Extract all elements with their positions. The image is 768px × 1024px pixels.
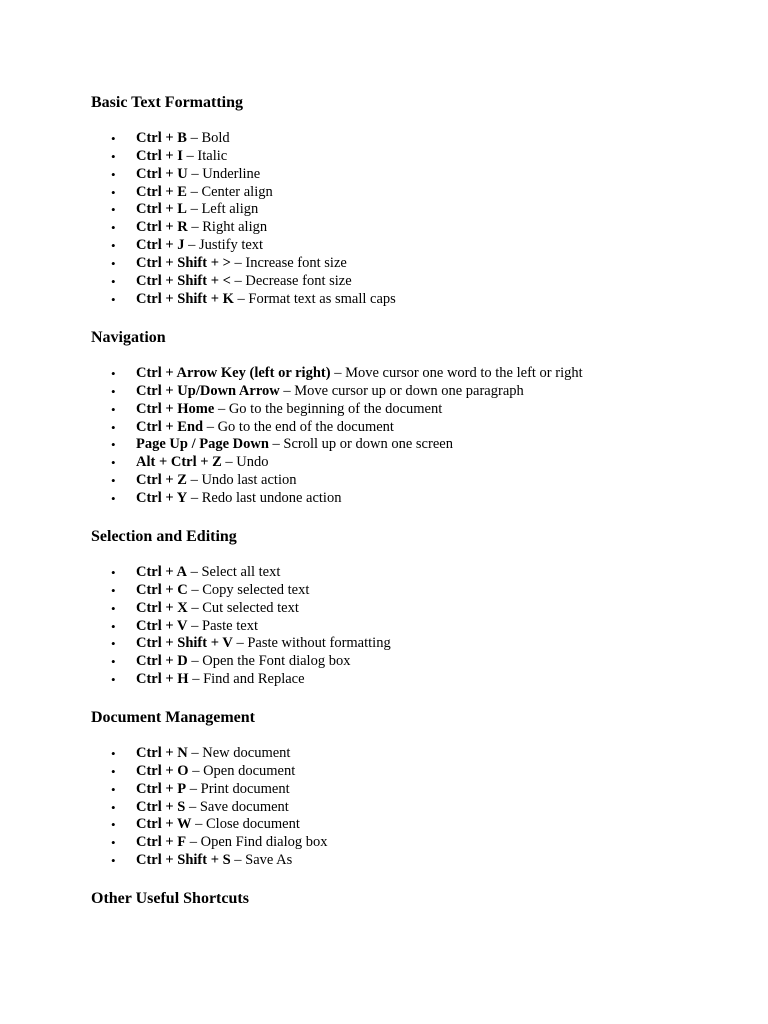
shortcut-description: Italic	[197, 147, 228, 164]
bullet-icon: •	[111, 582, 116, 598]
bullet-icon: •	[111, 148, 116, 164]
shortcut-description: Cut selected text	[202, 599, 299, 616]
shortcut-keys: Ctrl + D	[136, 653, 188, 670]
shortcut-description: Select all text	[201, 564, 281, 580]
bullet-icon: •	[111, 473, 116, 489]
separator: –	[187, 617, 202, 634]
shortcut-description: Move cursor up or down one paragraph	[294, 382, 524, 399]
shortcut-description: Close document	[206, 816, 300, 833]
shortcut-description: Undo	[236, 454, 269, 471]
shortcut-keys: Ctrl + A	[136, 564, 187, 580]
shortcut-description: Right align	[202, 219, 268, 236]
shortcut-description: Bold	[201, 130, 230, 146]
separator: –	[186, 780, 201, 797]
shortcut-description: Print document	[200, 780, 290, 797]
separator: –	[330, 365, 346, 381]
list-item	[91, 291, 396, 309]
shortcut-keys: Ctrl + J	[136, 237, 185, 254]
shortcut-keys: Ctrl + X	[136, 599, 188, 616]
shortcut-description: Go to the beginning of the document	[228, 400, 443, 417]
separator: –	[187, 489, 202, 506]
list-item	[91, 799, 328, 817]
shortcut-list-navigation	[91, 365, 583, 508]
shortcut-description: Save document	[199, 798, 289, 815]
shortcut-keys: Ctrl + Up/Down Arrow	[136, 382, 280, 399]
list-item	[91, 419, 583, 437]
bullet-icon: •	[111, 401, 116, 417]
list-item	[91, 237, 396, 255]
shortcut-keys: Ctrl + B	[136, 130, 187, 146]
bullet-icon: •	[111, 781, 116, 797]
bullet-icon: •	[111, 291, 116, 307]
separator: –	[186, 130, 202, 146]
shortcut-keys: Ctrl + Arrow Key (left or right)	[136, 365, 331, 381]
separator: –	[186, 834, 201, 851]
separator: –	[268, 436, 284, 453]
shortcut-description: Center align	[201, 183, 273, 200]
list-item	[91, 472, 583, 490]
list-item	[91, 184, 396, 202]
shortcut-description: Paste without formatting	[247, 635, 391, 652]
list-item	[91, 834, 328, 852]
bullet-icon: •	[111, 600, 116, 616]
separator: –	[187, 653, 203, 670]
separator: –	[221, 454, 237, 471]
shortcut-description: Paste text	[202, 617, 258, 634]
bullet-icon: •	[111, 853, 116, 869]
shortcut-description: Copy selected text	[202, 581, 310, 598]
shortcut-keys: Ctrl + R	[136, 219, 188, 236]
shortcut-description: Format text as small caps	[248, 290, 396, 307]
bullet-icon: •	[111, 202, 116, 218]
shortcut-description: Open Find dialog box	[200, 834, 328, 851]
shortcut-keys: Ctrl + E	[136, 183, 187, 200]
separator: –	[230, 254, 246, 271]
section-title-basic-text-formatting: Basic Text Formatting	[91, 94, 243, 111]
bullet-icon: •	[111, 835, 116, 851]
shortcut-list-basic-text-formatting	[91, 130, 396, 308]
shortcut-description: Scroll up or down one screen	[283, 436, 453, 453]
shortcut-keys: Ctrl + W	[136, 816, 192, 833]
separator: –	[187, 581, 203, 598]
separator: –	[187, 219, 203, 236]
list-item	[91, 219, 396, 237]
shortcut-keys: Ctrl + Shift + >	[136, 254, 231, 271]
shortcut-keys: Ctrl + C	[136, 581, 188, 598]
separator: –	[187, 745, 203, 761]
bullet-icon: •	[111, 255, 116, 271]
shortcut-keys: Ctrl + P	[136, 780, 187, 797]
shortcut-description: Decrease font size	[245, 272, 352, 289]
separator: –	[182, 147, 198, 164]
shortcut-description: Justify text	[199, 237, 264, 254]
shortcut-description: Redo last undone action	[201, 489, 342, 506]
shortcut-keys: Ctrl + S	[136, 798, 186, 815]
section-title-navigation: Navigation	[91, 329, 166, 346]
list-item	[91, 653, 391, 671]
list-item	[91, 255, 396, 273]
bullet-icon: •	[111, 746, 116, 761]
bullet-icon: •	[111, 618, 116, 634]
list-item	[91, 273, 396, 291]
separator: –	[186, 183, 202, 200]
bullet-icon: •	[111, 799, 116, 815]
list-item	[91, 166, 396, 184]
list-item	[91, 564, 391, 582]
shortcut-description: Find and Replace	[203, 671, 305, 688]
bullet-icon: •	[111, 238, 116, 254]
shortcut-keys: Ctrl + U	[136, 165, 188, 182]
separator: –	[233, 290, 249, 307]
separator: –	[188, 762, 204, 779]
bullet-icon: •	[111, 366, 116, 381]
bullet-icon: •	[111, 490, 116, 506]
separator: –	[187, 599, 203, 616]
list-item	[91, 618, 391, 636]
shortcut-keys: Ctrl + Shift + V	[136, 635, 233, 652]
list-item	[91, 671, 391, 689]
list-item	[91, 600, 391, 618]
list-item	[91, 490, 583, 508]
separator: –	[232, 635, 248, 652]
separator: –	[230, 852, 246, 869]
shortcut-list-document-management	[91, 745, 328, 870]
bullet-icon: •	[111, 565, 116, 580]
shortcut-description: Go to the end of the document	[217, 418, 394, 435]
shortcut-keys: Ctrl + End	[136, 418, 204, 435]
shortcut-keys: Alt + Ctrl + Z	[136, 454, 222, 471]
bullet-icon: •	[111, 184, 116, 200]
section-title-selection-and-editing: Selection and Editing	[91, 528, 237, 545]
bullet-icon: •	[111, 383, 116, 399]
shortcut-description: Left align	[201, 201, 259, 218]
separator: –	[203, 418, 218, 435]
bullet-icon: •	[111, 654, 116, 670]
bullet-icon: •	[111, 636, 116, 652]
bullet-icon: •	[111, 166, 116, 182]
list-item	[91, 852, 328, 870]
shortcut-keys: Ctrl + Shift + K	[136, 290, 234, 307]
separator: –	[230, 272, 246, 289]
separator: –	[185, 798, 200, 815]
shortcut-keys: Ctrl + Shift + <	[136, 272, 231, 289]
shortcut-keys: Ctrl + Home	[136, 400, 215, 417]
separator: –	[186, 564, 202, 580]
bullet-icon: •	[111, 220, 116, 236]
shortcut-keys: Ctrl + V	[136, 617, 188, 634]
shortcut-keys: Ctrl + L	[136, 201, 187, 218]
section-title-document-management: Document Management	[91, 709, 255, 726]
shortcut-keys: Ctrl + Y	[136, 489, 188, 506]
bullet-icon: •	[111, 437, 116, 453]
list-item	[91, 582, 391, 600]
shortcut-description: Undo last action	[201, 472, 297, 489]
bullet-icon: •	[111, 419, 116, 435]
bullet-icon: •	[111, 273, 116, 289]
shortcut-description: Open the Font dialog box	[202, 653, 351, 670]
shortcut-keys: Page Up / Page Down	[136, 436, 269, 453]
list-item	[91, 148, 396, 166]
bullet-icon: •	[111, 672, 116, 688]
separator: –	[184, 237, 200, 254]
separator: –	[187, 165, 203, 182]
list-item	[91, 201, 396, 219]
section-title-other-useful-shortcuts: Other Useful Shortcuts	[91, 890, 249, 907]
list-item	[91, 763, 328, 781]
shortcut-description: Save As	[245, 852, 293, 869]
shortcut-description: Open document	[203, 762, 296, 779]
shortcut-keys: Ctrl + F	[136, 834, 187, 851]
shortcut-description: New document	[202, 745, 291, 761]
separator: –	[279, 382, 295, 399]
separator: –	[186, 472, 202, 489]
list-item	[91, 383, 583, 401]
bullet-icon: •	[111, 455, 116, 471]
shortcut-description: Move cursor one word to the left or right	[345, 365, 583, 381]
shortcut-keys: Ctrl + N	[136, 745, 188, 761]
list-item	[91, 436, 583, 454]
separator: –	[188, 671, 204, 688]
shortcut-keys: Ctrl + Z	[136, 472, 187, 489]
list-item	[91, 745, 328, 763]
list-item	[91, 130, 396, 148]
shortcut-description: Increase font size	[245, 254, 347, 271]
bullet-icon: •	[111, 131, 116, 146]
shortcut-keys: Ctrl + Shift + S	[136, 852, 231, 869]
shortcut-keys: Ctrl + O	[136, 762, 189, 779]
shortcut-description: Underline	[202, 165, 261, 182]
bullet-icon: •	[111, 763, 116, 779]
bullet-icon: •	[111, 817, 116, 833]
list-item	[91, 365, 583, 383]
separator: –	[191, 816, 207, 833]
list-item	[91, 454, 583, 472]
separator: –	[214, 400, 229, 417]
shortcut-keys: Ctrl + H	[136, 671, 189, 688]
list-item	[91, 635, 391, 653]
shortcut-keys: Ctrl + I	[136, 147, 183, 164]
list-item	[91, 401, 583, 419]
list-item	[91, 816, 328, 834]
shortcut-list-selection-and-editing	[91, 564, 391, 689]
separator: –	[186, 201, 202, 218]
list-item	[91, 781, 328, 799]
